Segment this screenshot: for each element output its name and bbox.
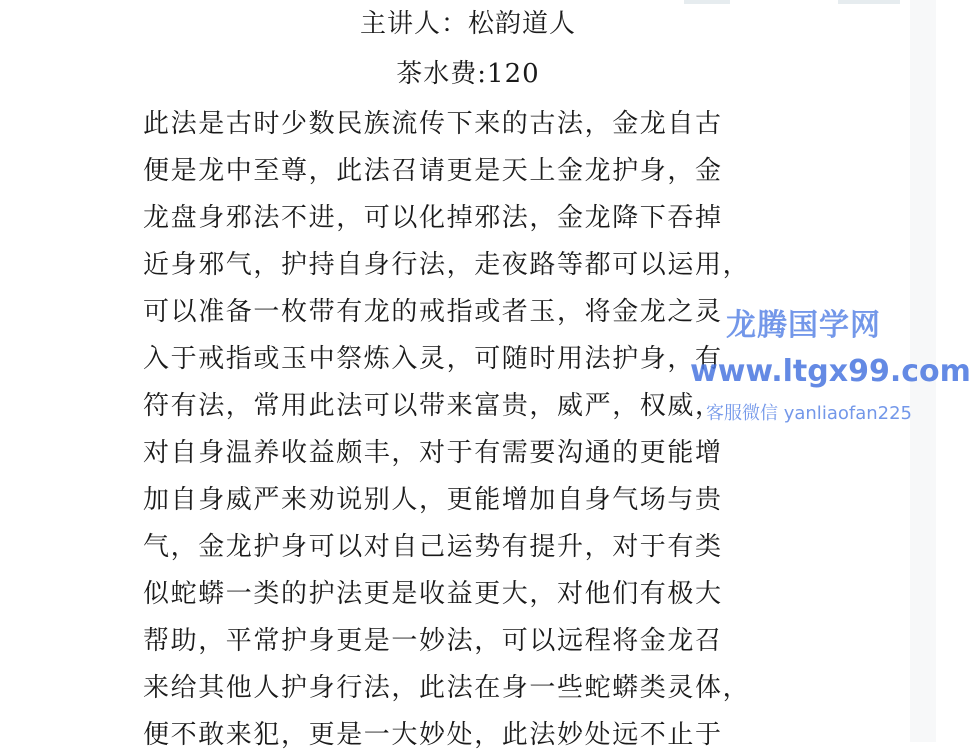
body-line: 便不敢来犯，更是一大妙处，此法妙处远不止于: [143, 720, 723, 750]
body-line: 入于戒指或玉中祭炼入灵，可随时用法护身，有: [143, 344, 723, 374]
body-line: 近身邪气，护持自身行法，走夜路等都可以运用，: [143, 250, 751, 280]
top-shade-decoration: [684, 0, 730, 4]
body-line: 似蛇蟒一类的护法更是收益更大，对他们有极大: [143, 579, 723, 609]
watermark-url: www.ltgx99.com: [690, 354, 971, 389]
body-line: 龙盘身邪法不进，可以化掉邪法，金龙降下吞掉: [143, 203, 723, 233]
body-line: 来给其他人护身行法，此法在身一些蛇蟒类灵体，: [143, 673, 751, 703]
body-line: 此法是古时少数民族流传下来的古法，金龙自古: [143, 109, 723, 139]
body-line: 加自身威严来劝说别人，更能增加自身气场与贵: [143, 485, 723, 515]
body-line: 对自身温养收益颇丰，对于有需要沟通的更能增: [143, 438, 723, 468]
fee-line: 茶水费:120: [396, 59, 540, 89]
watermark-title: 龙腾国学网: [726, 308, 881, 343]
watermark-contact: 客服微信 yanliaofan225: [706, 403, 912, 424]
top-shade-decoration: [838, 0, 900, 4]
body-line: 气，金龙护身可以对自己运势有提升，对于有类: [143, 532, 723, 562]
body-line: 帮助，平常护身更是一妙法，可以远程将金龙召: [143, 626, 723, 656]
body-line: 便是龙中至尊，此法召请更是天上金龙护身，金: [143, 156, 723, 186]
body-line: 符有法，常用此法可以带来富贵，威严，权威，: [143, 391, 723, 421]
speaker-line: 主讲人：松韵道人: [359, 9, 576, 39]
body-line: 可以准备一枚带有龙的戒指或者玉，将金龙之灵: [143, 297, 723, 327]
